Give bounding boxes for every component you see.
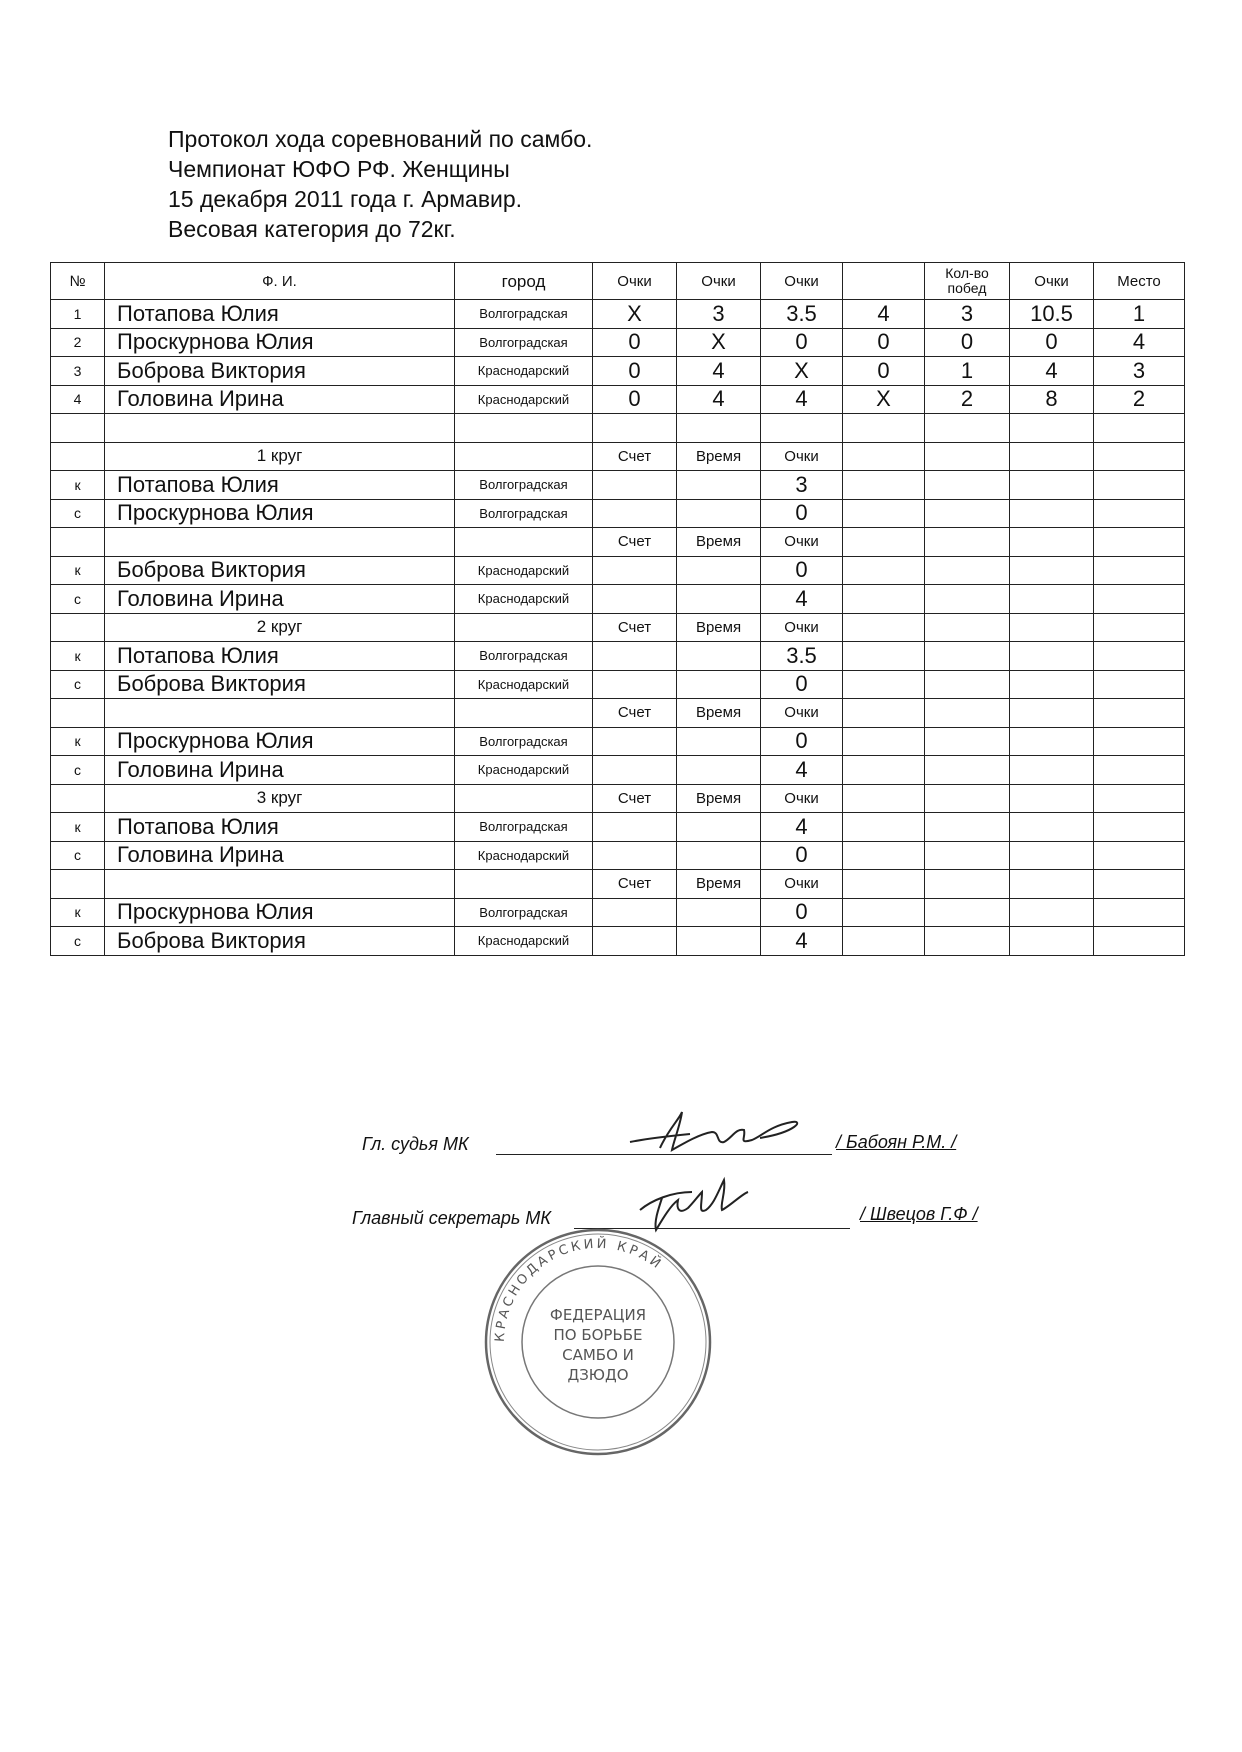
empty-cell	[1010, 870, 1094, 899]
fighter-name: Проскурнова Юлия	[105, 727, 455, 756]
empty-cell	[843, 670, 925, 699]
empty-cell	[925, 414, 1010, 443]
round-label: 3 круг	[105, 784, 455, 813]
empty-cell	[1010, 927, 1094, 956]
fighter-city: Волгоградская	[455, 471, 593, 500]
place-cell: 4	[1094, 328, 1185, 357]
fighter-name: Потапова Юлия	[105, 642, 455, 671]
stamp-line: САМБО И	[562, 1346, 634, 1364]
participant-number: 2	[51, 328, 105, 357]
stamp-line: ПО БОРЬБЕ	[553, 1326, 643, 1344]
empty-cell	[925, 699, 1010, 728]
empty-cell	[677, 841, 761, 870]
empty-cell	[593, 642, 677, 671]
empty-cell	[843, 528, 925, 557]
header-title: Протокол хода соревнований по самбо.	[168, 126, 593, 152]
bout-side: к	[51, 727, 105, 756]
empty-cell	[593, 813, 677, 842]
fighter-city: Краснодарский	[455, 556, 593, 585]
bout-side: к	[51, 642, 105, 671]
bout-side: с	[51, 499, 105, 528]
score-cell: X	[843, 385, 925, 414]
bout-side: к	[51, 471, 105, 500]
bout-row	[51, 499, 1185, 528]
fighter-city: Краснодарский	[455, 670, 593, 699]
place-cell: 1	[1094, 300, 1185, 329]
empty-cell	[677, 670, 761, 699]
document-header	[168, 124, 592, 244]
empty-cell	[925, 556, 1010, 585]
judge-signature	[620, 1108, 810, 1160]
bout-row	[51, 556, 1185, 585]
wins-count: 3	[925, 300, 1010, 329]
bout-points: 3	[761, 471, 843, 500]
bout-row	[51, 898, 1185, 927]
empty-cell	[51, 528, 105, 557]
empty-cell	[925, 756, 1010, 785]
bout-side: с	[51, 841, 105, 870]
participant-name: Проскурнова Юлия	[105, 328, 455, 357]
empty-cell	[925, 585, 1010, 614]
empty-cell	[677, 414, 761, 443]
column-header: Очки	[677, 263, 761, 300]
bout-points: 4	[761, 813, 843, 842]
empty-cell	[925, 813, 1010, 842]
column-header: город	[455, 263, 593, 300]
fighter-name: Боброва Виктория	[105, 556, 455, 585]
stamp-ring-text: КРАСНОДАРСКИЙ КРАЙ	[492, 1236, 666, 1343]
empty-cell	[677, 471, 761, 500]
column-header: Очки	[1010, 263, 1094, 300]
empty-cell	[51, 442, 105, 471]
fighter-name: Проскурнова Юлия	[105, 499, 455, 528]
round-label: 1 круг	[105, 442, 455, 471]
participant-city: Волгоградская	[455, 328, 593, 357]
score-cell: 3	[677, 300, 761, 329]
fighter-city: Краснодарский	[455, 841, 593, 870]
empty-cell	[51, 613, 105, 642]
score-cell: X	[677, 328, 761, 357]
empty-cell	[925, 841, 1010, 870]
empty-cell	[1010, 727, 1094, 756]
judge-name: / Бабоян Р.М. /	[836, 1132, 957, 1152]
empty-cell	[925, 528, 1010, 557]
empty-cell	[925, 499, 1010, 528]
empty-cell	[593, 841, 677, 870]
empty-cell	[593, 670, 677, 699]
column-header: Место	[1094, 263, 1185, 300]
empty-cell	[1094, 414, 1185, 443]
empty-cell	[925, 613, 1010, 642]
bout-row	[51, 841, 1185, 870]
score-header: Счет	[593, 699, 677, 728]
score-header: Счет	[593, 528, 677, 557]
empty-cell	[1010, 442, 1094, 471]
points-header: Очки	[761, 613, 843, 642]
fighter-name: Проскурнова Юлия	[105, 898, 455, 927]
column-header: Ф. И.	[105, 263, 455, 300]
time-header: Время	[677, 613, 761, 642]
fighter-city: Краснодарский	[455, 756, 593, 785]
participant-row	[51, 300, 1185, 329]
bout-row	[51, 585, 1185, 614]
empty-cell	[1094, 670, 1185, 699]
bout-row	[51, 813, 1185, 842]
empty-cell	[1010, 499, 1094, 528]
judge-label: Гл. судья МК	[362, 1134, 469, 1154]
points-header: Очки	[761, 528, 843, 557]
empty-cell	[455, 414, 593, 443]
empty-cell	[1094, 471, 1185, 500]
table-header-row	[51, 263, 1185, 300]
column-header: Очки	[593, 263, 677, 300]
fighter-name: Головина Ирина	[105, 841, 455, 870]
empty-cell	[677, 585, 761, 614]
empty-cell	[677, 727, 761, 756]
score-cell: 0	[843, 328, 925, 357]
fighter-name: Головина Ирина	[105, 756, 455, 785]
empty-cell	[843, 927, 925, 956]
bout-side: к	[51, 556, 105, 585]
empty-cell	[925, 898, 1010, 927]
empty-cell	[593, 499, 677, 528]
bout-row	[51, 727, 1185, 756]
empty-cell	[593, 471, 677, 500]
empty-cell	[1094, 556, 1185, 585]
empty-cell	[677, 927, 761, 956]
empty-cell	[455, 699, 593, 728]
fighter-name: Потапова Юлия	[105, 471, 455, 500]
column-header	[843, 263, 925, 300]
organization-seal-icon	[478, 1222, 718, 1462]
empty-cell	[1010, 898, 1094, 927]
empty-cell	[1010, 670, 1094, 699]
header-championship: Чемпионат ЮФО РФ. Женщины	[168, 156, 510, 182]
total-points: 8	[1010, 385, 1094, 414]
empty-cell	[843, 841, 925, 870]
participant-row	[51, 385, 1185, 414]
empty-cell	[843, 585, 925, 614]
fighter-name: Головина Ирина	[105, 585, 455, 614]
empty-cell	[1010, 813, 1094, 842]
points-header: Очки	[761, 442, 843, 471]
empty-cell	[593, 927, 677, 956]
time-header: Время	[677, 870, 761, 899]
time-header: Время	[677, 442, 761, 471]
blank-row	[51, 414, 1185, 443]
fighter-city: Краснодарский	[455, 585, 593, 614]
bout-row	[51, 670, 1185, 699]
empty-cell	[677, 756, 761, 785]
round-header-row	[51, 699, 1185, 728]
fighter-name: Потапова Юлия	[105, 813, 455, 842]
empty-cell	[677, 499, 761, 528]
fighter-name: Боброва Виктория	[105, 927, 455, 956]
time-header: Время	[677, 784, 761, 813]
empty-cell	[925, 784, 1010, 813]
empty-cell	[51, 784, 105, 813]
bout-side: с	[51, 585, 105, 614]
empty-cell	[843, 613, 925, 642]
column-header: Кол-во побед	[925, 263, 1010, 300]
round-label	[105, 870, 455, 899]
empty-cell	[1010, 841, 1094, 870]
empty-cell	[593, 898, 677, 927]
empty-cell	[1094, 613, 1185, 642]
time-header: Время	[677, 528, 761, 557]
round-label	[105, 699, 455, 728]
empty-cell	[593, 727, 677, 756]
empty-cell	[677, 642, 761, 671]
score-cell: 3.5	[761, 300, 843, 329]
empty-cell	[1094, 699, 1185, 728]
participant-number: 3	[51, 357, 105, 386]
empty-cell	[1094, 528, 1185, 557]
wins-count: 0	[925, 328, 1010, 357]
score-header: Счет	[593, 613, 677, 642]
empty-cell	[593, 756, 677, 785]
empty-cell	[843, 414, 925, 443]
empty-cell	[51, 699, 105, 728]
score-cell: 0	[593, 328, 677, 357]
empty-cell	[1010, 471, 1094, 500]
score-cell: 4	[677, 357, 761, 386]
empty-cell	[843, 756, 925, 785]
participant-city: Краснодарский	[455, 385, 593, 414]
empty-cell	[455, 613, 593, 642]
empty-cell	[1094, 727, 1185, 756]
empty-cell	[1094, 499, 1185, 528]
empty-cell	[677, 813, 761, 842]
points-header: Очки	[761, 699, 843, 728]
empty-cell	[677, 556, 761, 585]
bout-points: 0	[761, 670, 843, 699]
empty-cell	[925, 442, 1010, 471]
fighter-city: Волгоградская	[455, 898, 593, 927]
header-weight-category: Весовая категория до 72кг.	[168, 216, 456, 242]
empty-cell	[1094, 927, 1185, 956]
bout-points: 0	[761, 841, 843, 870]
empty-cell	[1094, 642, 1185, 671]
empty-cell	[1010, 414, 1094, 443]
column-header: №	[51, 263, 105, 300]
fighter-name: Боброва Виктория	[105, 670, 455, 699]
empty-cell	[761, 414, 843, 443]
empty-cell	[455, 870, 593, 899]
empty-cell	[1094, 585, 1185, 614]
empty-cell	[1094, 784, 1185, 813]
round-label	[105, 528, 455, 557]
empty-cell	[1010, 642, 1094, 671]
empty-cell	[593, 556, 677, 585]
round-header-row	[51, 442, 1185, 471]
bout-points: 4	[761, 927, 843, 956]
fighter-city: Волгоградская	[455, 499, 593, 528]
round-header-row	[51, 613, 1185, 642]
score-cell: X	[593, 300, 677, 329]
score-cell: 4	[761, 385, 843, 414]
fighter-city: Краснодарский	[455, 927, 593, 956]
empty-cell	[593, 585, 677, 614]
bout-side: с	[51, 756, 105, 785]
empty-cell	[455, 528, 593, 557]
bout-side: с	[51, 927, 105, 956]
empty-cell	[925, 927, 1010, 956]
total-points: 10.5	[1010, 300, 1094, 329]
empty-cell	[843, 699, 925, 728]
score-cell: X	[761, 357, 843, 386]
empty-cell	[843, 784, 925, 813]
empty-cell	[1010, 613, 1094, 642]
protocol-table	[50, 262, 1185, 956]
fighter-city: Волгоградская	[455, 813, 593, 842]
participant-name: Потапова Юлия	[105, 300, 455, 329]
bout-row	[51, 471, 1185, 500]
bout-row	[51, 756, 1185, 785]
wins-count: 1	[925, 357, 1010, 386]
place-cell: 2	[1094, 385, 1185, 414]
empty-cell	[1010, 784, 1094, 813]
empty-cell	[1010, 556, 1094, 585]
participant-name: Головина Ирина	[105, 385, 455, 414]
round-header-row	[51, 528, 1185, 557]
empty-cell	[843, 898, 925, 927]
score-cell: 0	[593, 385, 677, 414]
empty-cell	[925, 642, 1010, 671]
empty-cell	[1010, 756, 1094, 785]
empty-cell	[1094, 870, 1185, 899]
score-header: Счет	[593, 870, 677, 899]
stamp-line: ДЗЮДО	[567, 1366, 629, 1384]
bout-points: 0	[761, 556, 843, 585]
empty-cell	[843, 813, 925, 842]
secretary-name: / Швецов Г.Ф /	[860, 1204, 978, 1224]
empty-cell	[1010, 585, 1094, 614]
score-cell: 0	[761, 328, 843, 357]
bout-row	[51, 927, 1185, 956]
empty-cell	[105, 414, 455, 443]
empty-cell	[843, 499, 925, 528]
empty-cell	[843, 471, 925, 500]
bout-side: к	[51, 813, 105, 842]
time-header: Время	[677, 699, 761, 728]
empty-cell	[1094, 841, 1185, 870]
empty-cell	[843, 642, 925, 671]
bout-points: 0	[761, 499, 843, 528]
empty-cell	[925, 471, 1010, 500]
score-header: Счет	[593, 442, 677, 471]
participant-row	[51, 328, 1185, 357]
total-points: 0	[1010, 328, 1094, 357]
participant-number: 1	[51, 300, 105, 329]
empty-cell	[593, 414, 677, 443]
round-label: 2 круг	[105, 613, 455, 642]
score-cell: 0	[593, 357, 677, 386]
empty-cell	[925, 870, 1010, 899]
points-header: Очки	[761, 870, 843, 899]
participant-row	[51, 357, 1185, 386]
column-header: Очки	[761, 263, 843, 300]
round-header-row	[51, 784, 1185, 813]
empty-cell	[1010, 528, 1094, 557]
empty-cell	[843, 870, 925, 899]
empty-cell	[1094, 813, 1185, 842]
header-date-place: 15 декабря 2011 года г. Армавир.	[168, 186, 523, 212]
empty-cell	[1094, 898, 1185, 927]
round-header-row	[51, 870, 1185, 899]
empty-cell	[925, 727, 1010, 756]
fighter-city: Волгоградская	[455, 727, 593, 756]
participant-number: 4	[51, 385, 105, 414]
bout-row	[51, 642, 1185, 671]
empty-cell	[677, 898, 761, 927]
score-header: Счет	[593, 784, 677, 813]
bout-side: с	[51, 670, 105, 699]
fighter-city: Волгоградская	[455, 642, 593, 671]
wins-count: 2	[925, 385, 1010, 414]
place-cell: 3	[1094, 357, 1185, 386]
empty-cell	[925, 670, 1010, 699]
score-cell: 4	[843, 300, 925, 329]
empty-cell	[51, 870, 105, 899]
bout-points: 4	[761, 585, 843, 614]
bout-points: 3.5	[761, 642, 843, 671]
empty-cell	[455, 442, 593, 471]
empty-cell	[1094, 442, 1185, 471]
points-header: Очки	[761, 784, 843, 813]
bout-side: к	[51, 898, 105, 927]
empty-cell	[843, 556, 925, 585]
score-cell: 0	[843, 357, 925, 386]
secretary-label: Главный секретарь МК	[352, 1208, 551, 1228]
empty-cell	[1010, 699, 1094, 728]
score-cell: 4	[677, 385, 761, 414]
total-points: 4	[1010, 357, 1094, 386]
empty-cell	[843, 442, 925, 471]
participant-name: Боброва Виктория	[105, 357, 455, 386]
participant-city: Краснодарский	[455, 357, 593, 386]
stamp-line: ФЕДЕРАЦИЯ	[549, 1306, 647, 1324]
participant-city: Волгоградская	[455, 300, 593, 329]
empty-cell	[455, 784, 593, 813]
bout-points: 4	[761, 756, 843, 785]
empty-cell	[1094, 756, 1185, 785]
empty-cell	[51, 414, 105, 443]
bout-points: 0	[761, 898, 843, 927]
bout-points: 0	[761, 727, 843, 756]
empty-cell	[843, 727, 925, 756]
